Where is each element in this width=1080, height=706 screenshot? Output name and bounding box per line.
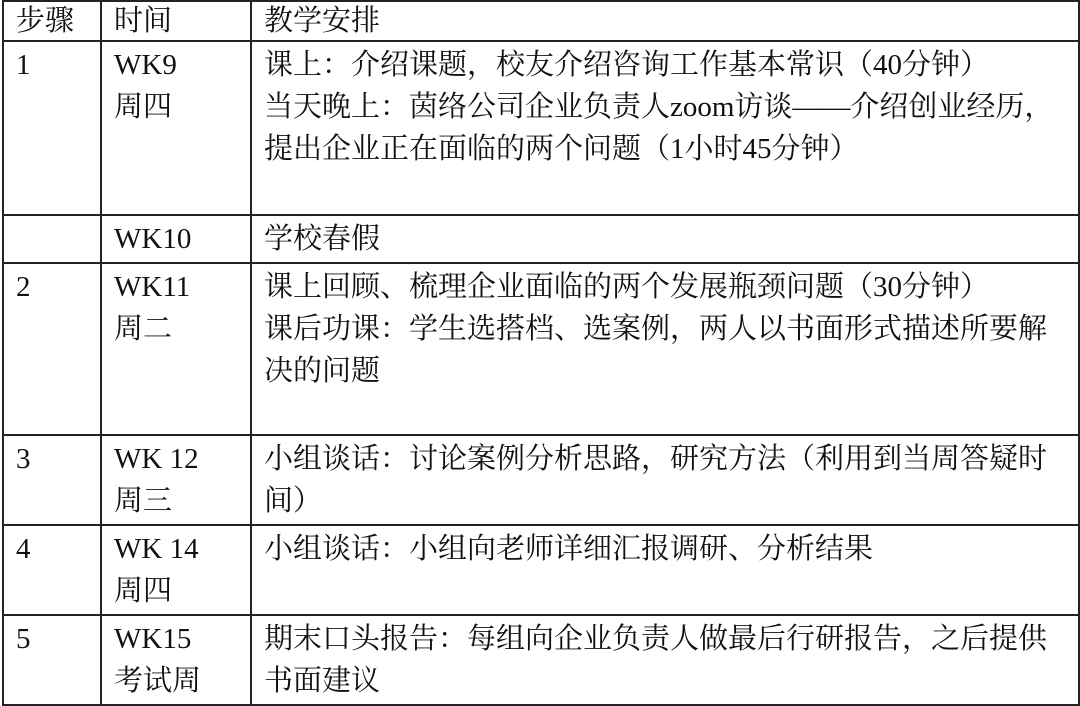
header-time: 时间	[101, 1, 251, 41]
day-label: 周三	[114, 485, 173, 517]
day-label: 周四	[114, 91, 173, 123]
table-row	[3, 525, 1079, 615]
plan-cell	[251, 525, 1079, 615]
time-cell	[101, 615, 251, 705]
plan-cell	[251, 615, 1079, 705]
week-label: WK11	[114, 271, 191, 303]
header-row	[3, 1, 1079, 41]
plan-cell	[251, 435, 1079, 525]
step-cell: 5	[3, 615, 101, 705]
week-label: WK9	[114, 49, 177, 81]
table-row	[3, 435, 1079, 525]
plan-item: 学校春假	[264, 223, 381, 255]
time-cell	[101, 525, 251, 615]
week-label: WK15	[114, 623, 192, 655]
plan-item: 课上回顾、梳理企业面临的两个发展瓶颈问题（30分钟）	[264, 271, 990, 303]
day-label: 考试周	[114, 665, 202, 697]
day-label: 周四	[114, 575, 173, 607]
header-step: 步骤	[3, 1, 101, 41]
time-cell	[101, 215, 251, 263]
week-label: WK 14	[114, 533, 199, 565]
step-cell: 3	[3, 435, 101, 525]
week-label: WK 12	[114, 443, 199, 475]
time-cell	[101, 41, 251, 215]
plan-item: 课上：介绍课题，校友介绍咨询工作基本常识（40分钟）	[264, 49, 990, 81]
step-cell	[3, 215, 101, 263]
plan-cell	[251, 41, 1079, 215]
day-label: 周二	[114, 313, 173, 345]
header-plan: 教学安排	[251, 1, 1079, 41]
schedule-table	[2, 0, 1080, 706]
time-cell	[101, 435, 251, 525]
plan-item: 当天晚上：茵络公司企业负责人zoom访谈——介绍创业经历，提出企业正在面临的两个问题（1小时45分钟）	[264, 91, 1054, 165]
table-row	[3, 615, 1079, 705]
week-label: WK10	[114, 223, 192, 255]
plan-cell	[251, 263, 1079, 435]
plan-item: 课后功课：学生选搭档、选案例，两人以书面形式描述所要解决的问题	[264, 313, 1048, 387]
table-row	[3, 263, 1079, 435]
step-cell: 1	[3, 41, 101, 215]
step-cell: 2	[3, 263, 101, 435]
plan-item: 小组谈话：讨论案例分析思路，研究方法（利用到当周答疑时间）	[264, 443, 1048, 517]
table-row	[3, 41, 1079, 215]
table-row	[3, 215, 1079, 263]
plan-item: 小组谈话：小组向老师详细汇报调研、分析结果	[264, 533, 874, 565]
time-cell	[101, 263, 251, 435]
step-cell: 4	[3, 525, 101, 615]
plan-cell	[251, 215, 1079, 263]
plan-item: 期末口头报告：每组向企业负责人做最后行研报告，之后提供书面建议	[264, 623, 1048, 697]
